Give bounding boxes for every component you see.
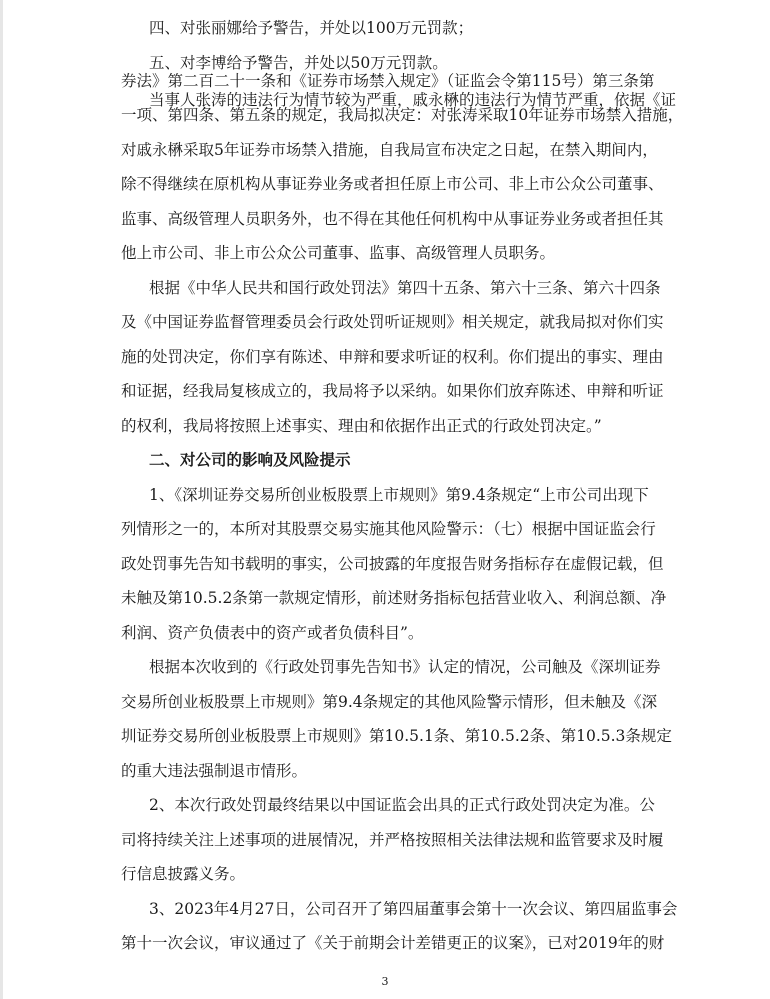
paragraph-line: 政处罚事先告知书载明的事实，公司披露的年度报告财务指标存在虚假记载，但 [121,555,664,573]
paragraph-line: 监事、高级管理人员职务外，也不得在其他任何机构中从事证券业务或者担任其 [121,210,664,228]
paragraph-line: 他上市公司、非上市公众公司董事、监事、高级管理人员职务。 [121,244,556,262]
paragraph-line: 列情形之一的，本所对其股票交易实施其他风险警示：（七）根据中国证监会行 [121,520,656,538]
viewer-left-border [0,0,3,999]
paragraph-line: 根据《中华人民共和国行政处罚法》第四十五条、第六十三条、第六十四条 [149,279,661,297]
paragraph-line: 五、对李博给予警告，并处以50万元罚款。 [149,54,448,72]
paragraph-line: 根据本次收到的《行政处罚事先告知书》认定的情况，公司触及《深圳证券 [149,658,661,676]
paragraph-line: 行信息披露义务。 [121,865,246,883]
paragraph-line: 一项、第四条、第五条的规定，我局拟决定：对张涛采取10年证券市场禁入措施， [121,106,684,124]
paragraph-line: 司将持续关注上述事项的进展情况，并严格按照相关法律法规和监管要求及时履 [121,831,664,849]
paragraph-line: 当事人张涛的违法行为情节较为严重，戚永楙的违法行为情节严重，依据《证 [149,91,677,109]
paragraph-line: 利润、资产负债表中的资产或者负债科目”。 [121,624,424,642]
paragraph-line: 和证据，经我局复核成立的，我局将予以采纳。如果你们放弃陈述、申辩和听证 [121,382,664,400]
paragraph-line: 未触及第10.5.2条第一款规定情形，前述财务指标包括营业收入、利润总额、净 [121,589,667,607]
paragraph-line: 的重大违法强制退市情形。 [121,762,308,780]
paragraph-line: 第十一次会议，审议通过了《关于前期会计差错更正的议案》，已对2019年的财 [121,934,665,952]
paragraph-line: 券法》第二百二十一条和《证券市场禁入规定》（证监会令第115号）第三条第 [121,72,655,90]
paragraph-line: 四、对张丽娜给予警告，并处以100万元罚款； [149,19,474,37]
page-number: 3 [381,975,389,988]
paragraph-line: 的权利，我局将按照上述事实、理由和依据作出正式的行政处罚决定。” [121,417,602,435]
section-heading: 二、对公司的影响及风险提示 [149,451,351,469]
paragraph-line: 1、《深圳证券交易所创业板股票上市规则》第9.4条规定“上市公司出现下 [149,486,649,504]
paragraph-line: 施的处罚决定，你们享有陈述、申辩和要求听证的权利。你们提出的事实、理由 [121,348,664,366]
paragraph-line: 圳证券交易所创业板股票上市规则》第10.5.1条、第10.5.2条、第10.5.3条规定 [121,727,672,745]
paragraph-line: 2、本次行政处罚最终结果以中国证监会出具的正式行政处罚决定为准。公 [149,796,655,814]
paragraph-line: 3、2023年4月27日，公司召开了第四届董事会第十一次会议、第四届监事会 [149,900,678,918]
paragraph-line: 对戚永楙采取5年证券市场禁入措施，自我局宣布决定之日起，在禁入期间内， [121,141,658,159]
paragraph-line: 交易所创业板股票上市规则》第9.4条规定的其他风险警示情形，但未触及《深 [121,693,658,711]
paragraph-line: 及《中国证券监督管理委员会行政处罚听证规则》相关规定，就我局拟对你们实 [121,313,664,331]
paragraph-line: 除不得继续在原机构从事证券业务或者担任原上市公司、非上市公众公司董事、 [121,175,664,193]
